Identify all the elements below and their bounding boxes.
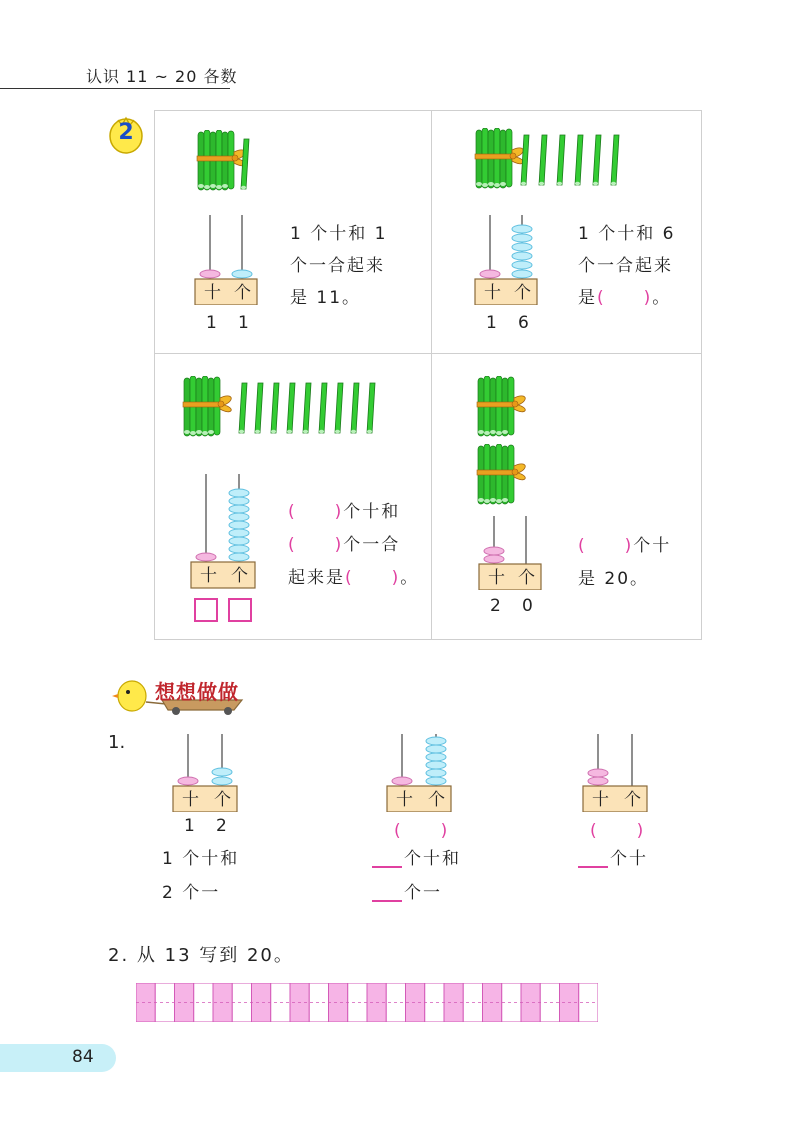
panel1-text-line2: 个一合起来 [290, 256, 385, 276]
q1c-abacus [582, 734, 648, 816]
page-number-tab [0, 1044, 116, 1072]
panel4-ones-digit: 0 [522, 596, 533, 616]
panel1-sticks [194, 130, 274, 196]
abacus-tens-label: 十 [182, 790, 201, 810]
q1b-line2 [372, 877, 442, 909]
q1c-tens-blank[interactable] [578, 848, 608, 868]
panel3-text-line2 [288, 529, 400, 561]
panel1-stick-picture [194, 130, 274, 192]
q1-number: 1. [108, 732, 126, 753]
panel2-stick-picture [472, 128, 622, 190]
panel3-abacus [190, 474, 256, 594]
panel2-tens-digit: 1 [486, 313, 497, 333]
panel3-tens-answer-box[interactable] [194, 598, 218, 622]
writing-grid[interactable] [136, 983, 598, 1022]
panel4-text-line1 [578, 530, 671, 562]
abacus-tens-label: 十 [488, 568, 507, 588]
writing-cell [155, 983, 174, 1022]
q1c-number-blank[interactable]: ( ) [590, 821, 646, 841]
panel4-text-line2: 是 20。 [578, 569, 650, 589]
stick-bundle-ten [477, 444, 525, 504]
abacus-tens-label: 十 [592, 790, 611, 810]
q1a-line2: 2 个一 [162, 883, 221, 903]
stick-bundle-ten [475, 128, 523, 188]
q1b-ones-blank[interactable] [372, 882, 402, 902]
panel3-sticks [180, 376, 390, 442]
q1a-abacus [172, 734, 238, 816]
q1c-line1 [578, 843, 648, 875]
single-stick [241, 139, 249, 189]
panel2-abacus [474, 215, 538, 309]
q1b-number-blank[interactable]: ( ) [394, 821, 450, 841]
panel3-ones-blank[interactable]: ( ) [288, 535, 344, 555]
q1c-line1-text: 个十 [610, 849, 648, 869]
writing-cell [232, 983, 251, 1022]
q1a-line1: 1 个十和 [162, 849, 240, 869]
abacus-ones-label: 个 [624, 790, 643, 810]
header-underline [0, 88, 230, 89]
panel1-ones-digit: 1 [238, 313, 249, 333]
practice-title: 想想做做 [155, 680, 239, 704]
panel2-text-line2: 个一合起来 [578, 256, 673, 276]
panel4-abacus [478, 516, 542, 594]
panel4-tens-digit: 2 [490, 596, 501, 616]
q1a-ones-digit: 2 [216, 816, 227, 836]
stick-bundle-ten [183, 376, 231, 436]
panel1-text-line3: 是 11。 [290, 288, 362, 308]
q1b-tens-blank[interactable] [372, 848, 402, 868]
panel3-line3-suffix: 。 [400, 568, 420, 588]
q1b-abacus [386, 734, 452, 816]
abacus-ones-label: 个 [514, 283, 533, 303]
panel2-sticks [472, 128, 622, 194]
abacus-tens-label: 十 [396, 790, 415, 810]
abacus-tens-label: 十 [204, 283, 223, 303]
panel2-ones-digit: 6 [518, 313, 529, 333]
page-header-title: 认识 11 ~ 20 各数 [86, 67, 238, 86]
panel1-abacus [194, 215, 258, 309]
panel2-answer-blank[interactable]: ( ) [597, 288, 653, 308]
abacus-ones-label: 个 [214, 790, 233, 810]
q2-prompt: 2. 从 13 写到 20。 [108, 945, 294, 966]
panel4-line1-suffix: 个十 [633, 536, 672, 556]
panel4-sticks [474, 376, 534, 512]
writing-grid-cells[interactable] [136, 983, 598, 1022]
writing-cell [521, 983, 540, 1022]
abacus-tens-label: 十 [484, 283, 503, 303]
writing-cell [425, 983, 444, 1022]
abacus-ones-label: 个 [428, 790, 447, 810]
q1b-line1 [372, 843, 461, 875]
panel4-stick-picture [474, 376, 534, 508]
panel3-total-blank[interactable]: ( ) [345, 568, 401, 588]
example-number: 2 [118, 120, 134, 145]
q1b-line2-text: 个一 [404, 883, 442, 903]
grid-horizontal-divider [154, 353, 702, 354]
grid-vertical-divider [431, 110, 432, 640]
panel3-tens-blank[interactable]: ( ) [288, 502, 344, 522]
abacus-ones-label: 个 [234, 283, 253, 303]
stick-bundle-ten [197, 130, 245, 190]
abacus-tens-label: 十 [200, 566, 219, 586]
panel3-line3-prefix: 起来是 [288, 568, 345, 588]
panel3-text-line3 [288, 562, 419, 594]
panel3-ones-answer-box[interactable] [228, 598, 252, 622]
panel3-line1-suffix: 个十和 [343, 502, 401, 522]
panel3-stick-picture [180, 376, 390, 438]
abacus-ones-label: 个 [518, 568, 537, 588]
panel2-line3-prefix: 是 [578, 288, 597, 308]
panel4-tens-blank[interactable]: ( ) [578, 536, 634, 556]
abacus-ones-label: 个 [231, 566, 250, 586]
panel1-tens-digit: 1 [206, 313, 217, 333]
q1a-tens-digit: 1 [184, 816, 195, 836]
panel3-text-line1 [288, 496, 400, 528]
panel2-text-line3 [578, 282, 671, 314]
page-number: 84 [72, 1047, 94, 1067]
stick-bundle-ten [477, 376, 525, 436]
panel2-text-line1: 1 个十和 6 [578, 224, 676, 244]
panel2-line3-suffix: 。 [652, 288, 672, 308]
writing-cell [252, 983, 271, 1022]
example-number-badge [108, 116, 144, 154]
panel1-text-line1: 1 个十和 1 [290, 224, 388, 244]
q1b-line1-text: 个十和 [404, 849, 461, 869]
writing-cell [329, 983, 348, 1022]
panel3-line2-suffix: 个一合 [343, 535, 401, 555]
